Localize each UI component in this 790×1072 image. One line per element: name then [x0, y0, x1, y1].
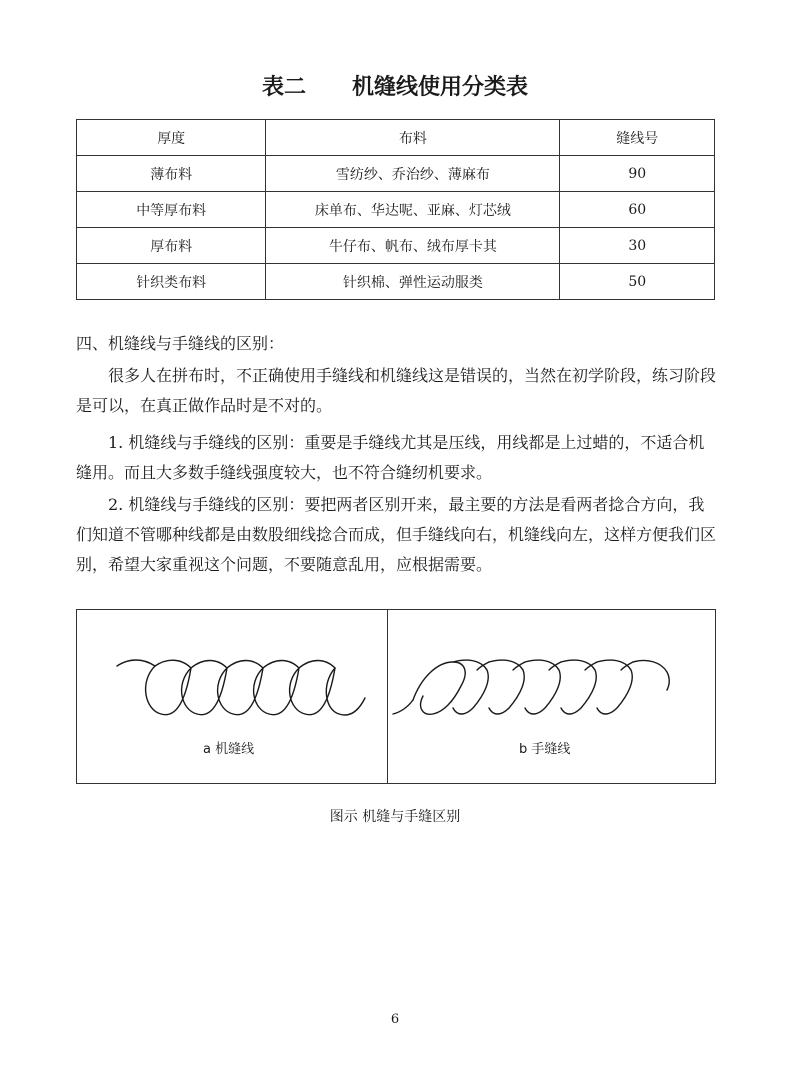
table-title	[0, 70, 790, 101]
caption-machine-thread: a 机缝线	[203, 742, 255, 757]
cell-thread-number: 90	[560, 156, 715, 192]
cell-fabric: 雪纺纱、乔治纱、薄麻布	[266, 156, 560, 192]
header-thickness: 厚度	[77, 120, 266, 156]
twist-drawings	[77, 610, 715, 783]
intro-paragraph: 很多人在拼布时，不正确使用手缝线和机缝线这是错误的，当然在初学阶段，练习阶段是可以，在真正做作品时是不对的。	[76, 366, 717, 415]
cell-thread-number: 60	[560, 192, 715, 228]
header-fabric: 布料	[266, 120, 560, 156]
cell-fabric: 牛仔布、帆布、绒布厚卡其	[266, 228, 560, 264]
table-row	[77, 228, 715, 264]
section-heading: 四、机缝线与手缝线的区别：	[76, 334, 285, 353]
cell-thread-number: 30	[560, 228, 715, 264]
cell-thickness: 薄布料	[77, 156, 266, 192]
cell-thread-number: 50	[560, 264, 715, 300]
thread-twist-figure	[76, 609, 716, 784]
machine-thread-drawing	[117, 660, 365, 715]
figure-caption: 图示 机缝与手缝区别	[329, 809, 461, 825]
page-number: 6	[390, 1012, 400, 1027]
point-1-paragraph: 1. 机缝线与手缝线的区别：重要是手缝线尤其是压线，用线都是上过蜡的，不适合机缝用。而且大多数手缝线强度较大，也不符合缝纫机要求。	[76, 433, 705, 482]
table-row	[77, 264, 715, 300]
cell-fabric: 床单布、华达呢、亚麻、灯芯绒	[266, 192, 560, 228]
table-row	[77, 156, 715, 192]
cell-thickness: 厚布料	[77, 228, 266, 264]
table-title-text: 机缝线使用分类表	[352, 74, 529, 100]
point-2-paragraph: 2. 机缝线与手缝线的区别：要把两者区别开来，最主要的方法是看两者捻合方向，我们知道不管哪种线都是由数股细线捻合而成，但手缝线向右，机缝线向左，这样方便我们区别，希望大家重视这个问题，不要随意乱用，应根据需要。	[76, 495, 717, 574]
cell-thickness: 中等厚布料	[77, 192, 266, 228]
cell-thickness: 针织类布料	[77, 264, 266, 300]
thread-classification-table	[76, 119, 715, 300]
cell-fabric: 针织棉、弹性运动服类	[266, 264, 560, 300]
hand-thread-drawing	[393, 660, 669, 714]
table-row	[77, 192, 715, 228]
table-header-row	[77, 120, 715, 156]
table-title-label: 表二	[261, 74, 306, 100]
header-thread-number: 缝线号	[560, 120, 715, 156]
caption-hand-thread: b 手缝线	[519, 742, 571, 757]
